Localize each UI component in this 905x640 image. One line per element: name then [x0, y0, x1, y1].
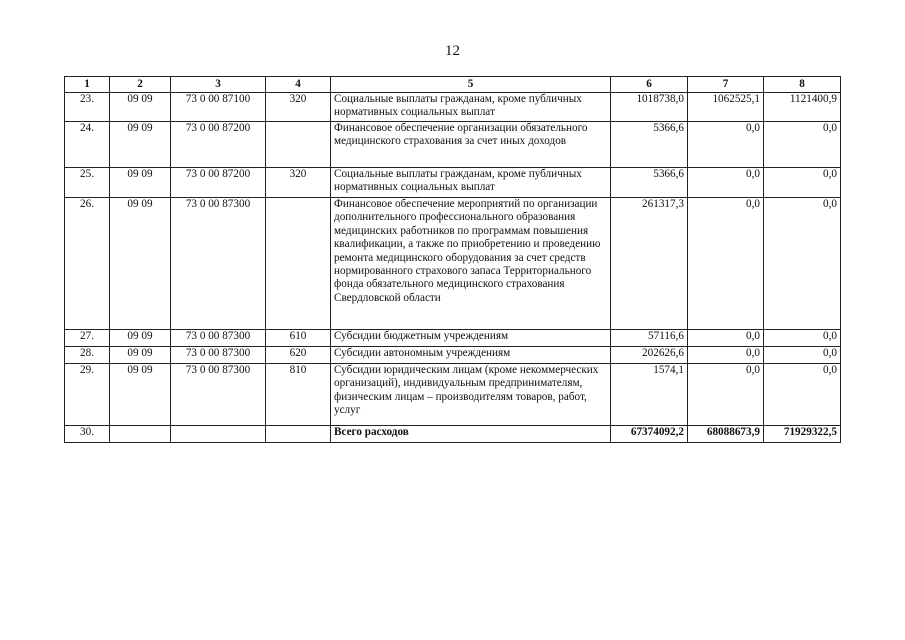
amount-col-8: 0,0 [764, 330, 841, 347]
row-number: 28. [65, 347, 110, 364]
table-row [65, 93, 841, 122]
amount-col-8: 1121400,9 [764, 93, 841, 122]
amount-col-8: 0,0 [764, 364, 841, 426]
section-code: 09 09 [110, 168, 171, 198]
section-code [110, 426, 171, 443]
target-code: 73 0 00 87200 [171, 168, 266, 198]
target-code: 73 0 00 87300 [171, 330, 266, 347]
amount-col-6: 57116,6 [611, 330, 688, 347]
amount-col-8: 0,0 [764, 347, 841, 364]
expense-type-code [266, 122, 331, 168]
amount-col-7: 0,0 [688, 122, 764, 168]
target-code: 73 0 00 87300 [171, 347, 266, 364]
amount-col-8: 0,0 [764, 122, 841, 168]
expense-name: Финансовое обеспечение мероприятий по организации дополнительного профессионального образования медицинских работников по программам повышения квалификации, а также по приобретению и проведению ремонта медицинского оборудования за счет средств нормированного страхового запаса Территориального фонда обязательного медицинского страхования Свердловской области [331, 198, 611, 330]
expense-name: Социальные выплаты гражданам, кроме публичных нормативных социальных выплат [331, 93, 611, 122]
target-code: 73 0 00 87300 [171, 198, 266, 330]
budget-table [64, 76, 841, 443]
expense-type-code: 810 [266, 364, 331, 426]
amount-col-8: 0,0 [764, 198, 841, 330]
header-col-7: 7 [688, 77, 764, 93]
amount-col-6: 1574,1 [611, 364, 688, 426]
section-code: 09 09 [110, 330, 171, 347]
row-number: 27. [65, 330, 110, 347]
total-col-7: 68088673,9 [688, 426, 764, 443]
section-code: 09 09 [110, 364, 171, 426]
target-code: 73 0 00 87200 [171, 122, 266, 168]
row-number: 26. [65, 198, 110, 330]
target-code: 73 0 00 87300 [171, 364, 266, 426]
header-col-1: 1 [65, 77, 110, 93]
row-number: 29. [65, 364, 110, 426]
header-col-3: 3 [171, 77, 266, 93]
table-row [65, 168, 841, 198]
amount-col-7: 0,0 [688, 364, 764, 426]
expense-name: Финансовое обеспечение организации обязательного медицинского страхования за счет иных доходов [331, 122, 611, 168]
amount-col-8: 0,0 [764, 168, 841, 198]
table-row [65, 347, 841, 364]
amount-col-7: 1062525,1 [688, 93, 764, 122]
amount-col-6: 5366,6 [611, 168, 688, 198]
page-number: 12 [445, 43, 460, 59]
amount-col-7: 0,0 [688, 347, 764, 364]
expense-type-code [266, 198, 331, 330]
section-code: 09 09 [110, 198, 171, 330]
expense-type-code: 320 [266, 168, 331, 198]
total-col-8: 71929322,5 [764, 426, 841, 443]
table-row [65, 364, 841, 426]
header-col-8: 8 [764, 77, 841, 93]
amount-col-6: 1018738,0 [611, 93, 688, 122]
table-row [65, 122, 841, 168]
amount-col-7: 0,0 [688, 168, 764, 198]
header-row [65, 77, 841, 93]
table-row [65, 330, 841, 347]
expense-type-code [266, 426, 331, 443]
expense-name: Социальные выплаты гражданам, кроме публичных нормативных социальных выплат [331, 168, 611, 198]
expense-type-code: 320 [266, 93, 331, 122]
amount-col-7: 0,0 [688, 198, 764, 330]
expense-name: Субсидии бюджетным учреждениям [331, 330, 611, 347]
expense-type-code: 620 [266, 347, 331, 364]
section-code: 09 09 [110, 122, 171, 168]
amount-col-7: 0,0 [688, 330, 764, 347]
header-col-4: 4 [266, 77, 331, 93]
amount-col-6: 5366,6 [611, 122, 688, 168]
header-col-2: 2 [110, 77, 171, 93]
total-label: Всего расходов [331, 426, 611, 443]
amount-col-6: 261317,3 [611, 198, 688, 330]
section-code: 09 09 [110, 93, 171, 122]
row-number: 23. [65, 93, 110, 122]
header-col-5: 5 [331, 77, 611, 93]
target-code [171, 426, 266, 443]
row-number: 30. [65, 426, 110, 443]
amount-col-6: 202626,6 [611, 347, 688, 364]
table-header [65, 77, 841, 93]
table-body [65, 93, 841, 443]
expense-name: Субсидии автономным учреждениям [331, 347, 611, 364]
table-row [65, 198, 841, 330]
row-number: 24. [65, 122, 110, 168]
expense-name: Субсидии юридическим лицам (кроме некоммерческих организаций), индивидуальным предпринимателям, физическим лицам – производителям товаров, работ, услуг [331, 364, 611, 426]
target-code: 73 0 00 87100 [171, 93, 266, 122]
expense-type-code: 610 [266, 330, 331, 347]
total-col-6: 67374092,2 [611, 426, 688, 443]
row-number: 25. [65, 168, 110, 198]
section-code: 09 09 [110, 347, 171, 364]
total-row [65, 426, 841, 443]
header-col-6: 6 [611, 77, 688, 93]
